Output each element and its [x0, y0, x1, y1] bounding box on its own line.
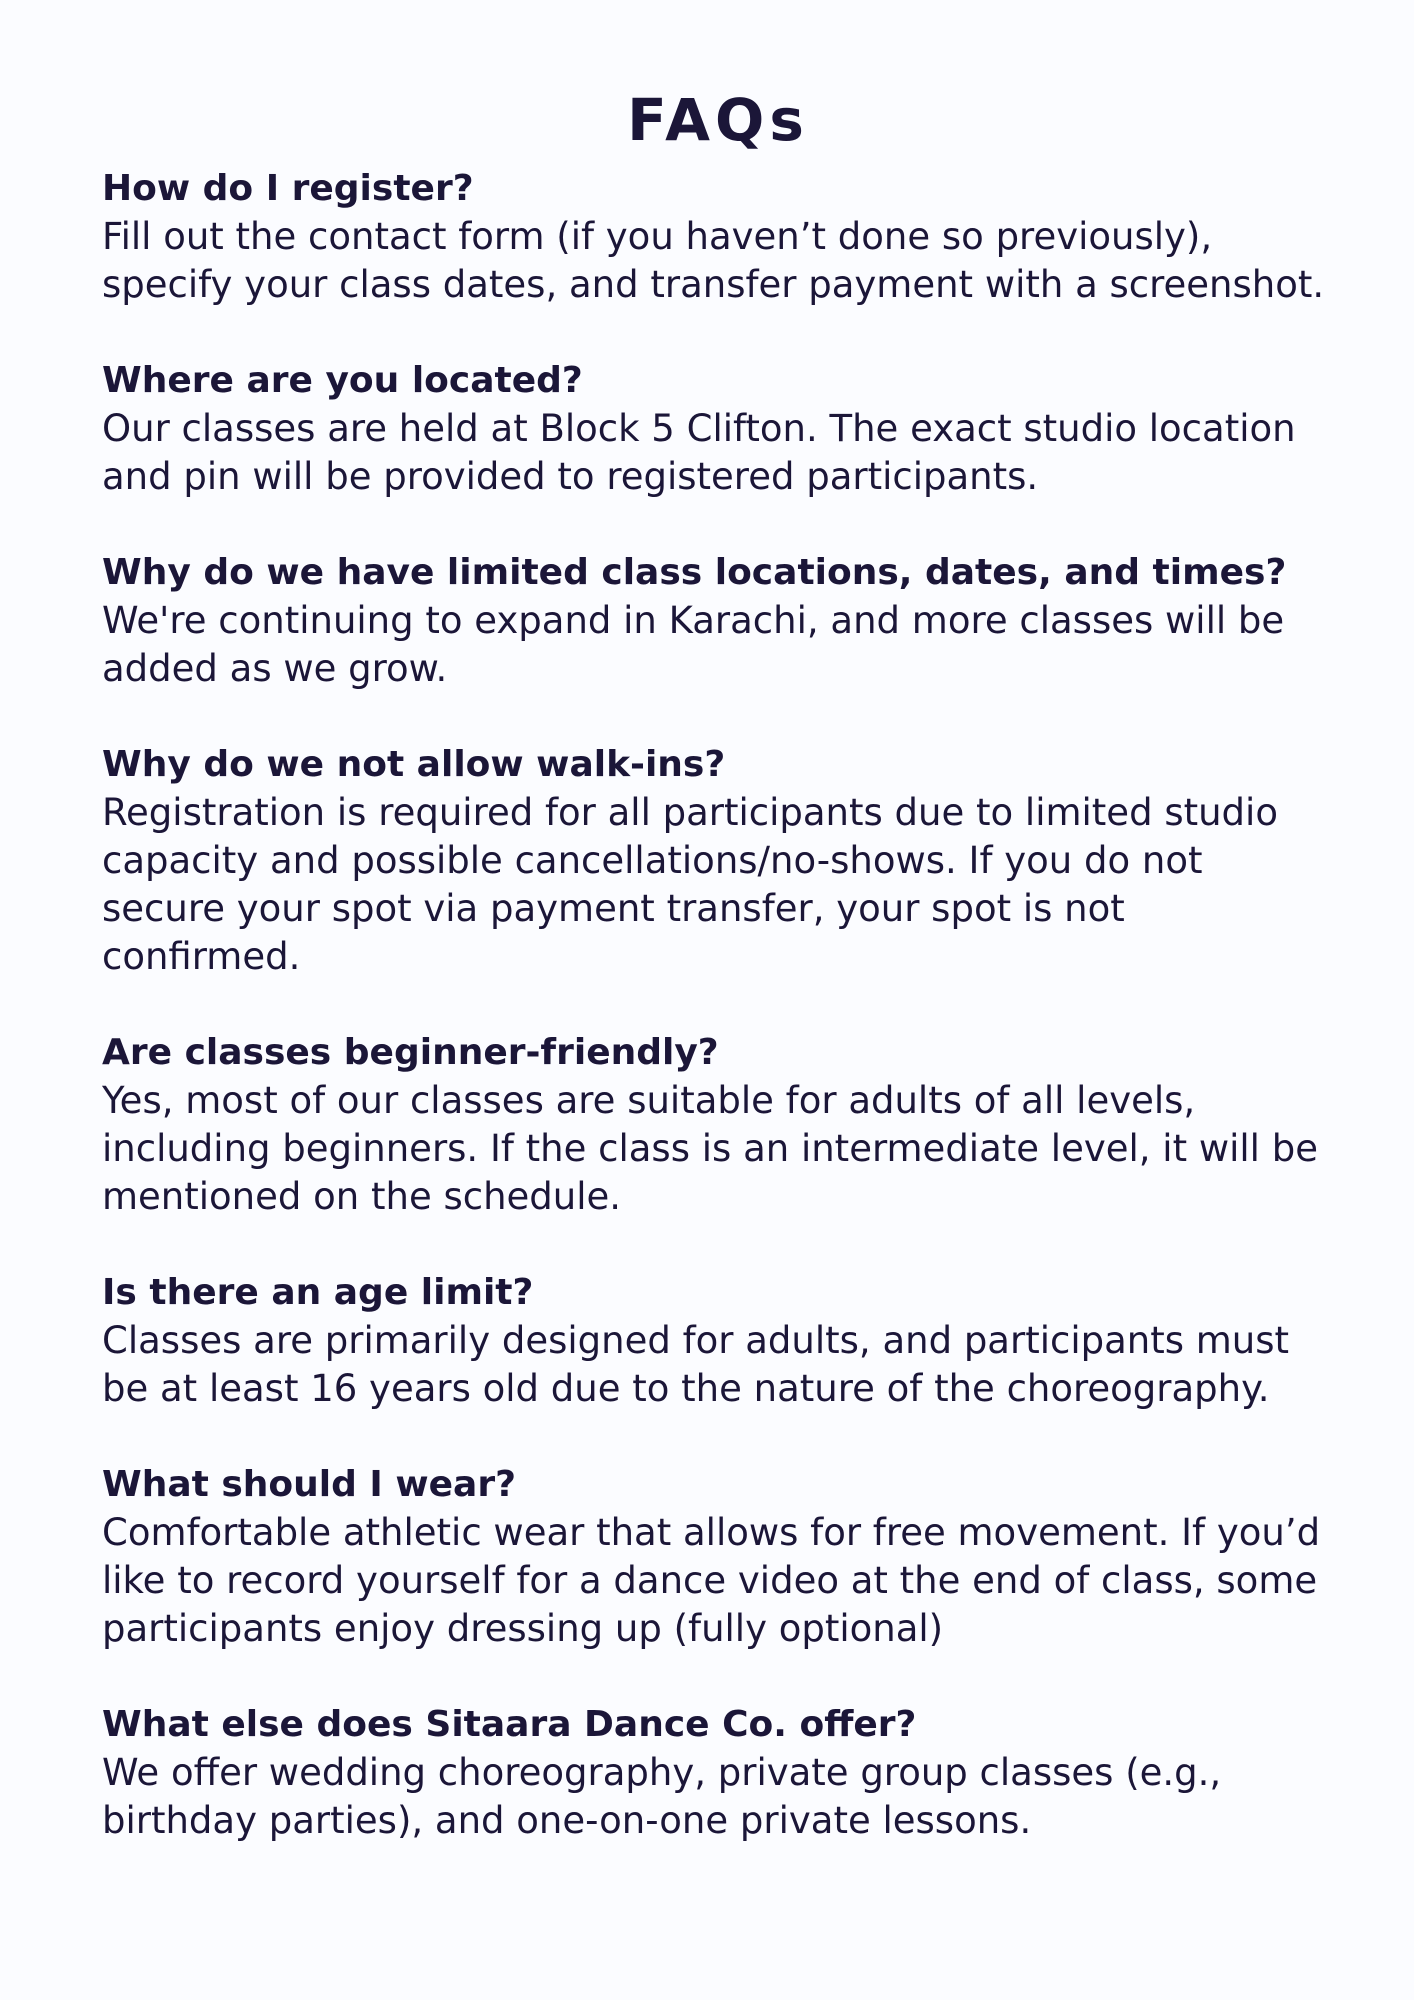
faq-question: Is there an age limit?	[102, 1272, 534, 1313]
faq-question: What else does Sitaara Dance Co. offer?	[102, 1704, 917, 1745]
faq-item	[102, 1269, 1334, 1413]
faq-answer: Registration is required for all participants due to limited studio capacity and possible cancellations/no-shows. If you do not secure your spot via payment transfer, your spot is not confirmed.	[102, 791, 1278, 978]
faq-item	[102, 1029, 1334, 1221]
faq-answer: We're continuing to expand in Karachi, and more classes will be added as we grow.	[102, 599, 1285, 690]
faq-question: What should I wear?	[102, 1464, 516, 1505]
faq-item	[102, 741, 1334, 981]
faq-question: How do I register?	[102, 168, 474, 209]
faq-item	[102, 549, 1334, 693]
faq-question: Where are you located?	[102, 360, 583, 401]
faq-item	[102, 165, 1334, 309]
faq-question: Why do we have limited class locations, dates, and times?	[102, 552, 1287, 593]
faq-answer: Our classes are held at Block 5 Clifton. The exact studio location and pin will be provided to registered participants.	[102, 407, 1296, 498]
faq-answer: Yes, most of our classes are suitable for adults of all levels, including beginners. If the class is an intermediate level, it will be mentioned on the schedule.	[102, 1079, 1318, 1218]
faq-answer: Comfortable athletic wear that allows for free movement. If you’d like to record yourself for a dance video at the end of class, some participants enjoy dressing up (fully optional)	[102, 1511, 1321, 1650]
faq-question: Are classes beginner-friendly?	[102, 1032, 719, 1073]
faq-answer: Classes are primarily designed for adults, and participants must be at least 16 years old due to the nature of the choreography.	[102, 1319, 1290, 1410]
page-title: FAQs	[627, 86, 809, 154]
faq-item	[102, 357, 1334, 501]
faq-question: Why do we not allow walk-ins?	[102, 744, 726, 785]
faq-item	[102, 1461, 1334, 1653]
faq-answer: We offer wedding choreography, private group classes (e.g., birthday parties), and one-on-one private lessons.	[102, 1751, 1222, 1842]
faq-answer: Fill out the contact form (if you haven’t done so previously), specify your class dates, and transfer payment with a screenshot.	[102, 215, 1325, 306]
faq-item	[102, 1701, 1334, 1845]
